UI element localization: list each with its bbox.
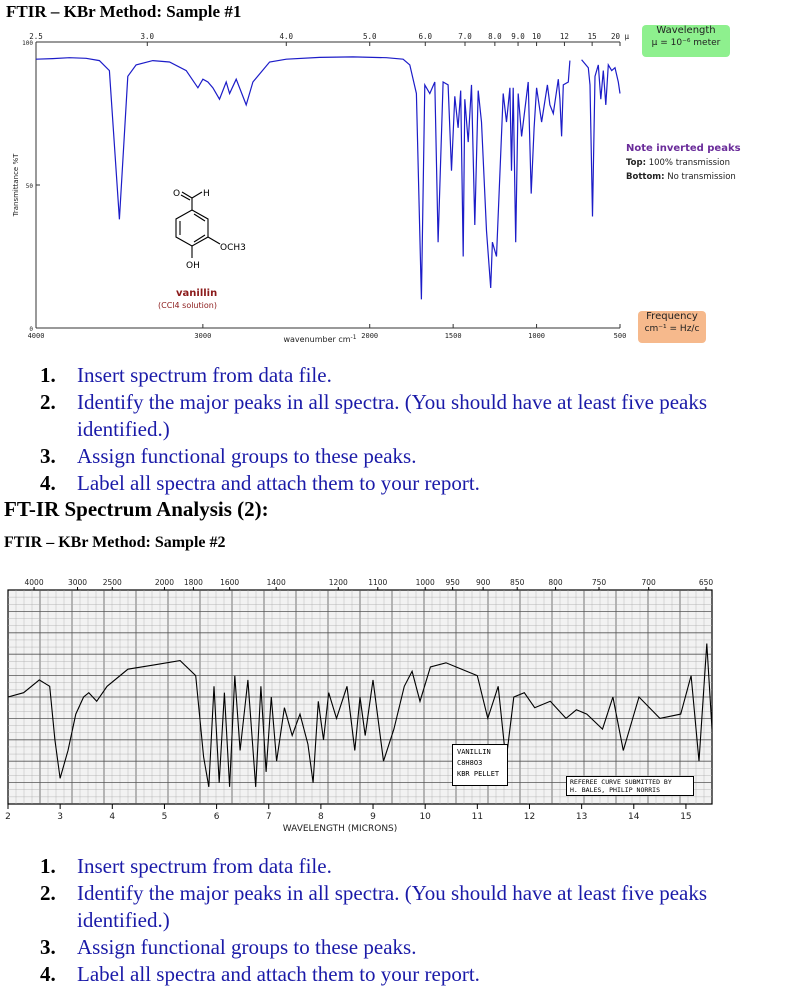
step-item: 4. Label all spectra and attach them to your report. — [40, 471, 480, 495]
x-tick-label: 7 — [265, 812, 272, 822]
top-axis-tick-label: 5.0 — [362, 32, 377, 41]
top-axis-tick-label: 1100 — [368, 578, 388, 587]
molecule-sublabel: (CCl4 solution) — [158, 301, 217, 310]
referee-box — [566, 776, 694, 796]
top-axis-tick-label: 900 — [475, 578, 491, 587]
top-axis-tick-label: 12 — [559, 32, 569, 41]
top-axis-tick-label: 7.0 — [458, 32, 472, 41]
x-tick-label: 2 — [5, 812, 11, 822]
steps-list-1 — [40, 362, 790, 497]
top-axis-tick-label: 3000 — [67, 578, 88, 587]
x-tick-label: 1500 — [444, 332, 462, 340]
step-item: 4. Label all spectra and attach them to your report. — [40, 962, 480, 986]
top-axis-tick-label: 6.0 — [418, 32, 433, 41]
x-axis-label: wavenumber $cm^{-1}$ — [283, 334, 357, 344]
wavelength-unit: µ = 10⁻⁶ meter — [651, 38, 721, 48]
atom-h-label: H — [203, 189, 210, 199]
top-axis-tick-label: 2.5 — [29, 32, 43, 41]
top-axis-tick-label: 800 — [548, 578, 563, 587]
top-axis-tick-label: 1200 — [328, 578, 348, 587]
top-axis-tick-label: 20 µ — [610, 32, 630, 41]
top-axis-tick-label: 1600 — [220, 578, 240, 587]
x-tick-label: 500 — [613, 332, 627, 340]
top-axis-tick-label: 1800 — [183, 578, 203, 587]
top-axis-tick-label: 2500 — [102, 578, 122, 587]
inset-line: VANILLIN — [457, 748, 491, 756]
top-axis-tick-label: 750 — [591, 578, 607, 587]
steps-list-2 — [40, 853, 790, 988]
step-item: 2. Identify the major peaks in all spectra. (You should have at least five peaks identified.) — [40, 881, 708, 932]
spectrum-line — [36, 57, 620, 300]
top-axis-tick-label: 950 — [445, 578, 460, 587]
top-axis-tick-label: 2000 — [154, 578, 174, 587]
chart1-title: FTIR – KBr Method: Sample #1 — [6, 2, 242, 21]
frequency-unit: cm⁻¹ = Hz/c — [644, 324, 700, 334]
referee-line: REFEREE CURVE SUBMITTED BY — [570, 778, 672, 786]
x-tick-label: 12 — [523, 812, 536, 822]
y-axis-label: Transmittance %T — [12, 153, 20, 217]
x-tick-label: 4 — [109, 812, 116, 822]
sample-info-box — [452, 744, 508, 786]
step-item: 3. Assign functional groups to these peaks. — [40, 444, 417, 468]
atom-oh-label: OH — [186, 261, 200, 271]
note-top-label: Top: — [626, 158, 646, 168]
x-tick-label: 4000 — [27, 332, 45, 340]
section2-heading: FT-IR Spectrum Analysis (2): — [4, 497, 269, 521]
top-axis-tick-label: 1000 — [415, 578, 435, 587]
top-axis-tick-label: 9.0 — [511, 32, 525, 41]
chart2-title: FTIR – KBr Method: Sample #2 — [4, 534, 226, 551]
x-tick-label: 13 — [575, 812, 588, 822]
x-tick-label: 9 — [370, 812, 376, 822]
x-tick-label: 14 — [628, 812, 640, 822]
y-tick-label: 100 — [22, 40, 33, 47]
x-tick-label: 5 — [161, 812, 168, 822]
y-tick-label: 0 — [29, 326, 33, 333]
wavelength-callout — [642, 25, 730, 57]
atom-o-label: O — [173, 189, 181, 199]
molecule-label: vanillin — [176, 288, 218, 299]
x-tick-label: 6 — [213, 812, 220, 822]
frequency-callout — [638, 311, 706, 343]
top-axis-tick-label: 850 — [510, 578, 525, 587]
atom-och3-label: OCH3 — [220, 243, 246, 253]
top-axis-tick-label: 15 — [587, 32, 597, 41]
x-tick-label: 1000 — [528, 332, 546, 340]
top-axis-tick-label: 3.0 — [140, 32, 155, 41]
note-bottom-text: No transmission — [667, 172, 736, 182]
vanillin-structure-icon — [160, 186, 270, 286]
y-tick-label: 50 — [25, 183, 33, 190]
step-item: 1. Insert spectrum from data file. — [40, 854, 332, 878]
top-axis-tick-label: 10 — [532, 32, 542, 41]
note-top-text: 100% transmission — [648, 158, 731, 168]
x-tick-label: 15 — [680, 812, 692, 822]
x-tick-label: 3000 — [194, 332, 212, 340]
top-axis-tick-label: 1400 — [266, 578, 286, 587]
x-tick-label: 8 — [318, 812, 324, 822]
inset-line: C8H8O3 — [457, 759, 483, 767]
top-axis-tick-label: 8.0 — [488, 32, 502, 41]
x-axis-label: WAVELENGTH (MICRONS) — [282, 824, 398, 834]
inset-line: KBR PELLET — [457, 770, 500, 778]
top-axis-tick-label: 4000 — [24, 578, 44, 587]
note-title: Note inverted peaks — [626, 143, 741, 154]
inverted-peaks-note — [626, 142, 776, 184]
referee-line: H. BALES, PHILIP NORRIS — [570, 786, 661, 794]
chart2-svg — [0, 572, 794, 840]
step-item: 3. Assign functional groups to these peaks. — [40, 935, 417, 959]
top-axis-tick-label: 4.0 — [279, 32, 294, 41]
top-axis-tick-label: 650 — [698, 578, 714, 587]
x-tick-label: 2000 — [361, 332, 379, 340]
wavelength-title: Wavelength — [656, 25, 716, 36]
frequency-title: Frequency — [646, 311, 698, 322]
top-axis-tick-label: 700 — [641, 578, 656, 587]
x-tick-label: 10 — [419, 812, 431, 822]
x-tick-label: 3 — [57, 812, 64, 822]
step-item: 2. Identify the major peaks in all spectra. (You should have at least five peaks identified.) — [40, 390, 708, 441]
x-tick-label: 11 — [471, 812, 484, 822]
note-bottom-label: Bottom: — [626, 172, 665, 182]
chart1-svg — [0, 22, 794, 352]
step-item: 1. Insert spectrum from data file. — [40, 363, 332, 387]
